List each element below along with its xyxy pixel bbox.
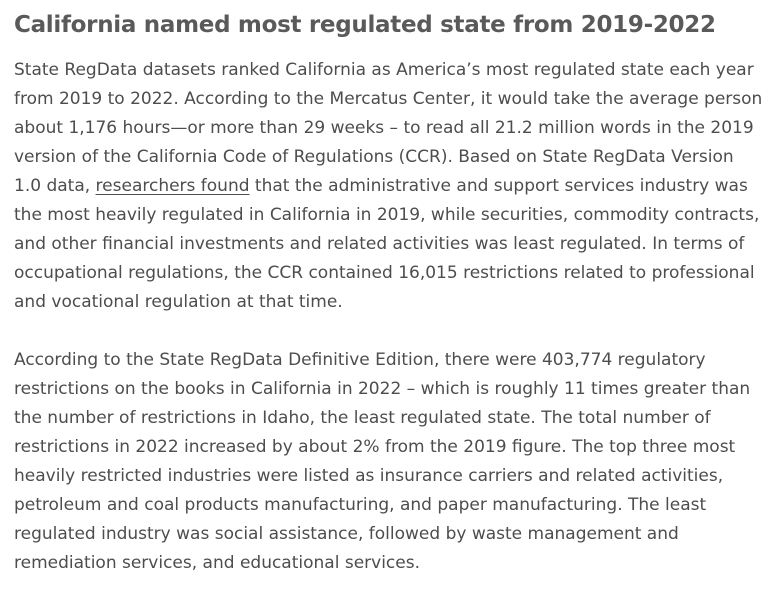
article-title: California named most regulated state from 2019-2022 [14,12,716,38]
paragraph-definitive-edition: According to the State RegData Definitive Edition, there were 403,774 regulatory restrictions on the books in California in 2022 – which is roughly 11 times greater than the number of restrictions in Idaho, the least regulated state. The total number of restrictions in 2022 increased by about 2% from the 2019 figure. The top three most heavily restricted industries were listed as insurance carriers and related activities, petroleum and coal products manufacturing, and paper manufacturing. The least regulated industry was social assistance, followed by waste management and remediation services, and educational services. [14,350,751,573]
paragraph-text-before-link: State RegData datasets ranked California as America’s most regulated state each year from 2019 to 2022. According to the Mercatus Center, it would take the average person about 1,176 hours—or more than 29 weeks – to read all 21.2 million words in the 2019 version of the California Code of Regulations (CCR). Based on State RegData Version 1.0 data, [14,60,763,196]
researchers-found-link[interactable]: researchers found [95,176,250,196]
paragraph-text-after-link: that the administrative and support services industry was the most heavily regulated in California in 2019, while securities, commodity contracts, and other financial investments and related activities was least regulated. In terms of occupational regulations, the CCR contained 16,015 restrictions related to professional and vocational regulation at that time. [14,176,760,312]
paragraph-regdata-ranking [14,56,765,317]
